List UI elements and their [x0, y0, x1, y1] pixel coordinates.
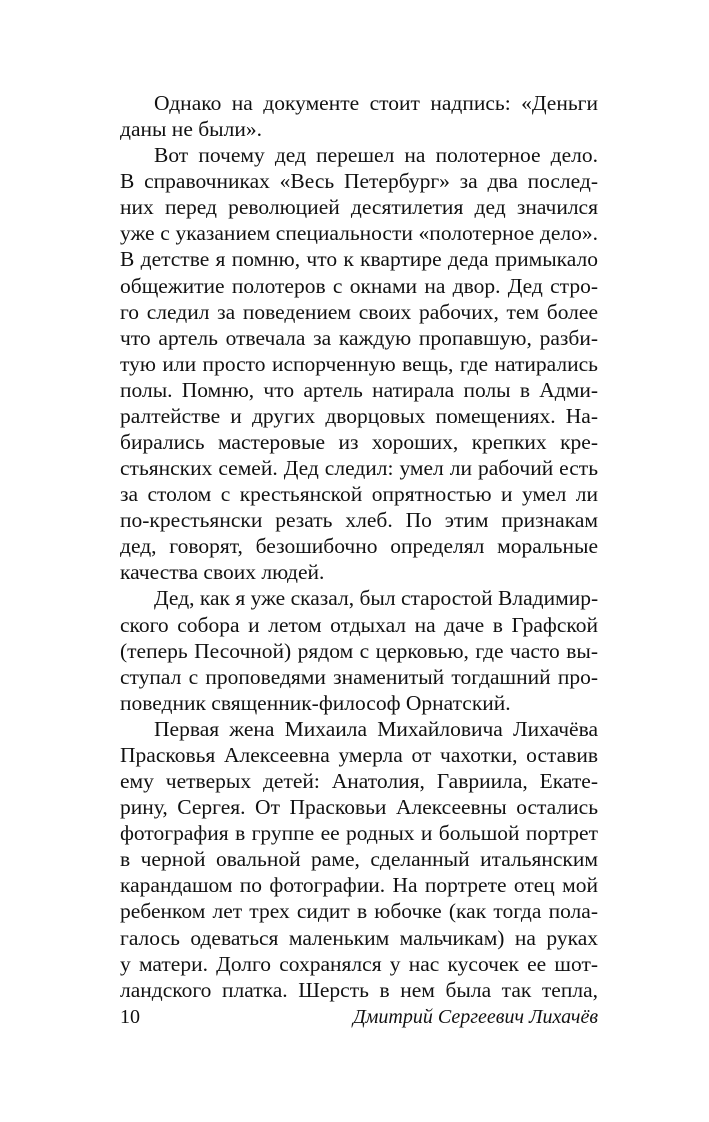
- text-line: в черной овальной раме, сделанный итальянским: [120, 847, 598, 872]
- paragraph: [120, 716, 598, 1003]
- text-line: Дед, как я уже сказал, был старостой Владимир-: [154, 586, 599, 611]
- text-line: Вот почему дед перешел на полотерное дело.: [154, 143, 598, 168]
- text-line: качества своих людей.: [120, 560, 325, 585]
- text-line: рину, Сергея. От Прасковьи Алексеевны остались: [120, 795, 598, 820]
- text-line: дед, говорят, безошибочно определял моральные: [120, 534, 598, 559]
- text-line: них перед революцией десятилетия дед значился: [120, 195, 598, 220]
- text-line: фотография в группе ее родных и большой портрет: [120, 821, 598, 846]
- text-line: ребенком лет трех сидит в юбочке (как тогда пола-: [120, 899, 598, 924]
- body-text: [120, 90, 598, 1003]
- text-line: ступал с проповедями знаменитый тогдашний про-: [120, 664, 598, 689]
- text-line: ралтействе и других дворцовых помещениях. На-: [120, 403, 598, 428]
- text-line: ему четверых детей: Анатолия, Гавриила, Екате-: [120, 769, 598, 794]
- text-line: у матери. Долго сохранялся у нас кусочек ее шот-: [120, 951, 598, 976]
- text-line: Первая жена Михаила Михайловича Лихачёва: [154, 716, 598, 741]
- running-title: Дмитрий Сергеевич Лихачёв: [352, 1006, 598, 1028]
- text-line: общежитие полотеров с окнами на двор. Дед стро-: [120, 273, 598, 298]
- text-line: даны не были».: [120, 117, 262, 142]
- text-line: галось одеваться маленьким мальчикам) на руках: [120, 925, 598, 950]
- text-line: уже с указанием специальности «полотерное дело».: [120, 221, 598, 246]
- paragraph: [120, 585, 598, 715]
- text-line: ландского платка. Шерсть в нем была так тепла,: [120, 977, 598, 1002]
- text-line: тую или просто испорченную вещь, где натирались: [120, 351, 598, 376]
- text-line: Однако на документе стоит надпись: «Деньги: [154, 91, 598, 115]
- page-number: 10: [120, 1006, 140, 1028]
- text-line: карандашом по фотографии. На портрете отец мой: [120, 873, 598, 898]
- text-line: стьянских семей. Дед следил: умел ли рабочий есть: [120, 456, 598, 481]
- text-line: полы. Помню, что артель натирала полы в Адми-: [120, 377, 598, 402]
- paragraph: [120, 90, 598, 142]
- text-line: по-крестьянски резать хлеб. По этим признакам: [120, 508, 598, 533]
- text-line: В детстве я помню, что к квартире деда примыкало: [120, 247, 598, 272]
- text-line: (теперь Песочной) рядом с церковью, где часто вы-: [120, 638, 598, 663]
- text-line: го следил за поведением своих рабочих, тем более: [120, 299, 598, 324]
- paragraph: [120, 142, 598, 585]
- text-line: Прасковья Алексеевна умерла от чахотки, оставив: [120, 742, 598, 767]
- text-line: поведник священник-философ Орнатский.: [120, 690, 511, 715]
- page-footer: [120, 1003, 598, 1031]
- text-line: ского собора и летом отдыхал на даче в Графской: [120, 612, 598, 637]
- text-line: что артель отвечала за каждую пропавшую, разби-: [120, 325, 598, 350]
- text-line: за столом с крестьянской опрятностью и умел ли: [120, 482, 598, 507]
- text-line: бирались мастеровые из хороших, крепких кре-: [120, 430, 598, 455]
- text-line: В справочниках «Весь Петербург» за два послед-: [120, 169, 598, 194]
